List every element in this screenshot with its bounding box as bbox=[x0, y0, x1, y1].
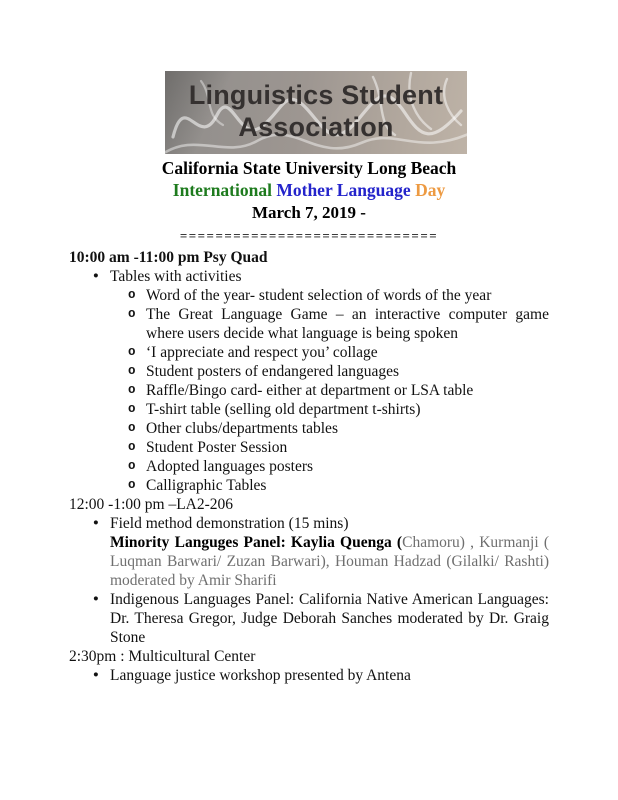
bullet-circle-icon bbox=[128, 419, 136, 438]
list-item bbox=[69, 438, 549, 457]
list-item bbox=[69, 590, 549, 647]
bullet-circle-icon bbox=[128, 457, 136, 476]
activity-label: Raffle/Bingo card- either at department or LSA table bbox=[146, 382, 474, 399]
list-item bbox=[69, 362, 549, 381]
bullet-dot-icon bbox=[93, 666, 99, 685]
bullet-dot-icon bbox=[93, 514, 99, 533]
list-item bbox=[69, 400, 549, 419]
list-item bbox=[69, 286, 549, 305]
activity-label: Other clubs/departments tables bbox=[146, 420, 338, 437]
bullet-circle-icon bbox=[128, 400, 136, 419]
bullet-circle-icon bbox=[128, 305, 136, 324]
schedule bbox=[69, 248, 549, 685]
list-item bbox=[69, 381, 549, 400]
logo-line-2: Association bbox=[238, 112, 394, 142]
activity-label: The Great Language Game – an interactive computer game where users decide what language is being spoken bbox=[146, 306, 549, 342]
event-title-part-international: International bbox=[172, 180, 277, 200]
university-name: California State University Long Beach bbox=[161, 158, 457, 178]
list-item bbox=[69, 267, 549, 286]
lsa-logo-image bbox=[165, 71, 467, 154]
minority-panel-rest: Chamoru) , Kurmanji ( Luqman Barwari/ Zuzan Barwari), Houman Hadzad (Gilalki/ Rashti) moderated by Amir Sharifi bbox=[110, 534, 550, 589]
event-date: March 7, 2019 - bbox=[252, 203, 366, 222]
bullet-circle-icon bbox=[128, 381, 136, 400]
list-item bbox=[69, 343, 549, 362]
bullet-dot-icon bbox=[93, 590, 99, 609]
session1-heading: 10:00 am -11:00 pm Psy Quad bbox=[69, 249, 268, 266]
list-item bbox=[69, 666, 549, 685]
activity-label: Student posters of endangered languages bbox=[146, 363, 400, 380]
bullet-circle-icon bbox=[128, 286, 136, 305]
list-item bbox=[69, 305, 549, 343]
event-title-part-mother-language: Mother Language bbox=[276, 180, 416, 200]
session1-item-label: Tables with activities bbox=[110, 268, 242, 285]
minority-panel-lead: Minority Languges Panel: Kaylia Quenga ( bbox=[110, 534, 403, 551]
event-title-part-day: Day bbox=[415, 180, 446, 200]
session2-heading: 12:00 -1:00 pm –LA2-206 bbox=[69, 496, 234, 513]
field-demo-label: Field method demonstration (15 mins) bbox=[110, 515, 349, 532]
logo-line-1: Linguistics Student bbox=[188, 80, 444, 110]
indigenous-panel-label: Indigenous Languages Panel: California Native American Languages: Dr. Theresa Gregor, Judge Deborah Sanches moderated by Dr. Graig Stone bbox=[110, 591, 549, 646]
list-item bbox=[69, 514, 549, 533]
activity-label: Adopted languages posters bbox=[146, 458, 314, 475]
workshop-label: Language justice workshop presented by Antena bbox=[110, 667, 411, 684]
bullet-circle-icon bbox=[128, 438, 136, 457]
activity-label: Calligraphic Tables bbox=[146, 477, 267, 494]
activity-label: Word of the year- student selection of words of the year bbox=[146, 287, 492, 304]
event-title bbox=[0, 179, 618, 201]
bullet-circle-icon bbox=[128, 476, 136, 495]
minority-panel-paragraph bbox=[69, 533, 549, 590]
divider-line: ============================= bbox=[179, 228, 439, 243]
activity-label: Student Poster Session bbox=[146, 439, 288, 456]
list-item bbox=[69, 419, 549, 438]
bullet-dot-icon bbox=[93, 267, 99, 286]
activity-label: T-shirt table (selling old department t-shirts) bbox=[146, 401, 421, 418]
activity-label: ‘I appreciate and respect you’ collage bbox=[146, 344, 378, 361]
list-item bbox=[69, 457, 549, 476]
bullet-circle-icon bbox=[128, 362, 136, 381]
session3-heading: 2:30pm : Multicultural Center bbox=[69, 648, 256, 665]
bullet-circle-icon bbox=[128, 343, 136, 362]
list-item bbox=[69, 476, 549, 495]
